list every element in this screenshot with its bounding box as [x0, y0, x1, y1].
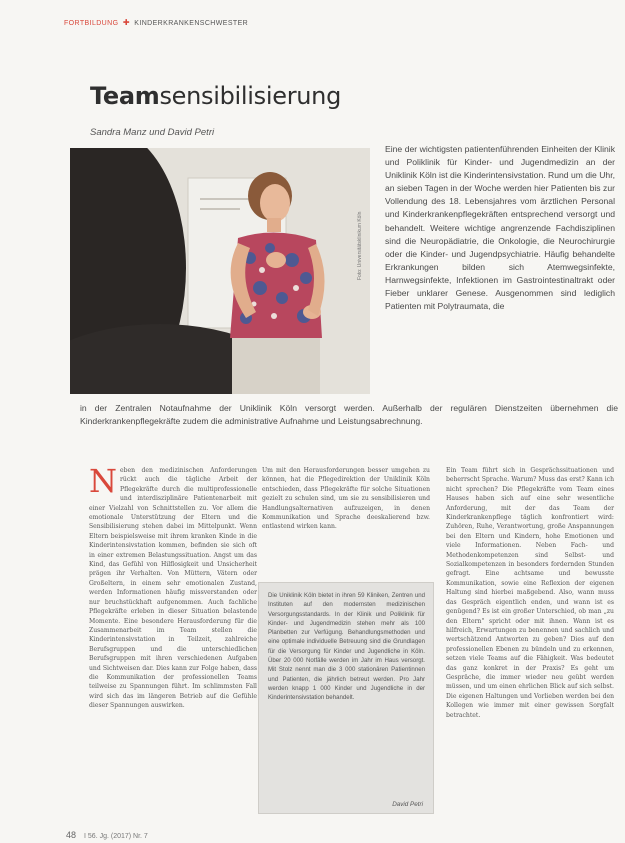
text-column-3	[446, 466, 614, 720]
photo-credit: Foto: Universitätsklinikum Köln	[357, 211, 363, 280]
info-box	[258, 582, 434, 814]
issue-info: I 56. Jg. (2017) Nr. 7	[84, 833, 148, 840]
article-photo	[70, 148, 370, 394]
title-rest: sensibilisierung	[159, 82, 342, 110]
page-footer	[66, 830, 148, 840]
title-bold: Team	[90, 82, 160, 110]
page-number: 48	[66, 830, 77, 840]
column-1-text: eben den medizinischen Anforderungen rückt auch die tägliche Arbeit der Pflegekräfte durch die multiprofessionelle und interdisziplinäre Patientenarbeit mit einer Vielzahl von Schnittstellen zu. Vor allem die emotionale Unterstützung der Eltern und die Sensibilisierung stehen dabei im Mittelpunkt. Wenn Eltern beispielsweise mit ihrem kranken Kinde in die Kinderintensivstation kommen, befinden sie sich oft in einer extremen Belastungssituation. Angst um das Kind, das Gefühl von Hilflosigkeit und Unsicherheit prägen ihr Verhalten. Von Müttern, Vätern oder Großeltern, in einem sehr emotionalen Zustand, werden Informationen häufig missverstanden oder nur bruchstückhaft aufgenommen. Auch fachliche Pflegekräfte erleben in dieser Situation belastende Momente. Eine besondere Herausforderung für die Zusammenarbeit im Team stellen die Kinderintensivstation in Teilzeit, zahlreiche Berufsgruppen und die unterschiedlichen Berufsgruppen mit ihren verschiedenen Aufgaben und Sichtweisen dar. Dies kann zur Folge haben, dass die Kommunikation der professionellen Teams teilweise zu Spannungen führt. Im schlimmsten Fall wird sich das im längeren Betrieb auf die Gefühle dieser Spannungen auswirken.	[89, 467, 257, 710]
intro-wide: in der Zentralen Notaufnahme der Uniklinik Köln versorgt werden. Außerhalb der regulären Dienstzeiten übernehmen die Kinderkrankenpflegekräfte zudem die administrative Aufnahme und Leistungsabrechnung.	[80, 403, 618, 427]
rubric-subcategory: KINDERKRANKENSCHWESTER	[134, 20, 249, 27]
drop-cap: N	[89, 462, 117, 500]
info-box-text: Die Uniklinik Köln bietet in ihren 59 Kliniken, Zentren und Instituten auf den modernsten medizinischen Versorgungsstandards. In der Klinik und Poliklinik für Kinder- und Jugendmedizin stehen mehr als 100 Planbetten zur Verfügung. Behandlungsmethoden und eine optimale individuelle Betreuung sind die Grundlagen für die Versorgung für Kinder und Jugendliche in Köln. Über 20 000 Notfälle werden im Jahr im Haus versorgt. Mit Stolz nennt man die 3 000 stationären Patientinnen und Patienten, die jährlich betreut werden. Pro Jahr werden knapp 1 000 Kinder und Jugendliche in der Kinderintensivstation behandelt.	[268, 592, 425, 702]
intro-right: Eine der wichtigsten patientenführenden Einheiten der Klinik und Poliklinik für Kinder- und Jugendmedizin an der Uniklinik Köln ist die Kinderintensivstation. Rund um die Uhr, an sieben Tagen in der Woche werden hier Patienten bis zur Vollendung des 18. Lebensjahres vom ärztlichen Personal und Kinderkrankenpflegekräften entsprechend versorgt und behandelt. Weitere wichtige angrenzende Fachdisziplinen sind die Neuropädiatrie, die Onkologie, die Neurochirurgie oder die Kinder- und Jugendpsychiatrie. Häufig behandelte Erkrankungen bilden sich Atemwegsinfekte, Harnwegsinfekte, Infektionen im Gastrointestinaltrakt oder Fieber unklarer Genese. Ausgenommen sind lediglich Patienten mit Polytraumata, die	[385, 144, 615, 312]
rubric-category: FORTBILDUNG	[64, 20, 119, 27]
article-authors: Sandra Manz und David Petri	[90, 127, 215, 138]
section-rubric	[64, 18, 248, 27]
column-2-text: Um mit den Herausforderungen besser umgehen zu können, hat die Pflegedirektion der Uniklinik Köln entschieden, dass Pflegekräfte für solche Situationen gezielt zu schulen sind, um sie zu sensibilisieren und Handlungsalternativen aufzuzeigen, in denen Kommunikation und Sprache deeskalierend bzw. entlastend wirken kann.	[262, 467, 430, 531]
text-column-1	[89, 462, 257, 711]
column-3-text: Ein Team führt sich in Gesprächssituationen und beherrscht Sprache. Warum? Muss das erst? Kann ich nicht sprechen? Die Pflegekräfte vom Team eines Hauses haben sich auf eine sehr wesentliche Anforderung, mit der das Team der Kinderkrankenpflege täglich konfrontiert wird: Zuhören, Ruhe, Verantwortung, große Anspannungen bei den Eltern und Kindern, hohe Emotionen und viele Informationen. Neben Fach- und Methodenkompetenzen sind Selbst- und Sozialkompetenzen in besonders fordernden Stunden gefragt. Eine achtsame und bewusste Kommunikation, sowie eine Reflexion der eigenen Haltung sind hierbei maßgebend. Also, wann muss das Gespräch eigentlich enden, und wann ist es genügend? Es ist ein großer Unterschied, ob man „zu den Eltern" spricht oder mit ihnen. Wann ist es hilfreich, Erwartungen zu benennen und sachlich und wertschätzend Antworten zu geben? Dies auf den professionellen Ebenen zu bündeln und zu erkennen, setzen viele Teams auf die Fähigkeit. Was bedeutet das ganz konkret in der Praxis? Es geht um Gespräche, die immer wieder neu geübt werden müssen, und um einen ehrlichen Blick auf sich selbst. Die eigenen Haltungen und Vorlieben werden bei den Kollegen wie immer mit einer gewissen Sorgfalt betrachtet.	[446, 467, 614, 719]
cross-logo-icon: ✚	[122, 18, 130, 27]
article-title	[90, 82, 341, 110]
info-box-signature: David Petri	[392, 801, 423, 808]
text-column-2	[262, 466, 430, 558]
